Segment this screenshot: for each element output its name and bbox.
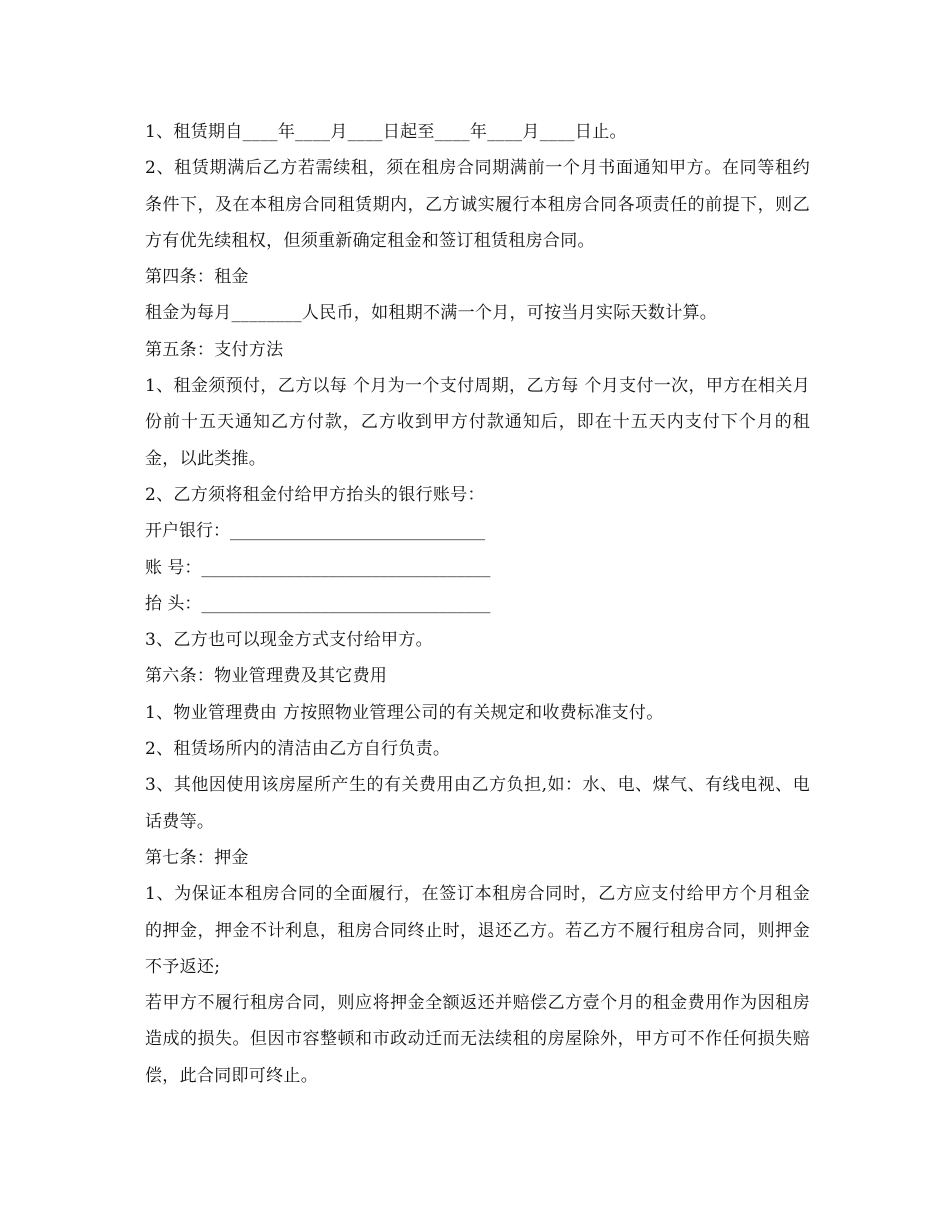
field-account-holder: 抬 头：__________________________________	[145, 593, 491, 614]
clause-cash-payment: 3、乙方也可以现金方式支付给甲方。	[145, 630, 433, 651]
clause-rent-amount: 租金为每月________人民币，如租期不满一个月，可按当月实际天数计算。	[145, 303, 718, 324]
article-4-heading: 第四条：租金	[145, 267, 249, 288]
clause-property-fee: 1、物业管理费由 方按照物业管理公司的有关规定和收费标准支付。	[145, 702, 664, 723]
clause-other-fees: 3、其他因使用该房屋所产生的有关费用由乙方负担,如：水、电、煤气、有线电视、电话费等。	[145, 775, 810, 832]
clause-renewal: 2、租赁期满后乙方若需续租，须在租房合同期满前一个月书面通知甲方。在同等租约条件下，及在本租房合同租赁期内，乙方诚实履行本租房合同各项责任的前提下，则乙方有优先续租权，但须重新确定租金和签订租赁租房合同。	[145, 158, 810, 251]
clause-deposit-refund: 若甲方不履行租房合同，则应将押金全额返还并赔偿乙方壹个月的租金费用作为因租房造成的损失。但因市容整顿和市政动迁而无法续租的房屋除外，甲方可不作任何损失赔偿，此合同即可终止。	[145, 993, 810, 1086]
article-5-heading: 第五条：支付方法	[145, 339, 284, 360]
article-7-heading: 第七条：押金	[145, 847, 249, 868]
field-account-number: 账 号：__________________________________	[145, 557, 491, 578]
document-body	[145, 114, 810, 1094]
clause-cleaning: 2、租赁场所内的清洁由乙方自行负责。	[145, 739, 451, 760]
field-bank-name: 开户银行：______________________________	[145, 521, 485, 542]
clause-deposit: 1、为保证本租房合同的全面履行，在签订本租房合同时，乙方应支付给甲方个月租金的押金，押金不计利息，租房合同终止时，退还乙方。若乙方不履行租房合同，则押金不予返还;	[145, 884, 810, 977]
clause-prepayment: 1、租金须预付，乙方以每 个月为一个支付周期，乙方每 个月支付一次，甲方在相关月份前十五天通知乙方付款，乙方收到甲方付款通知后，即在十五天内支付下个月的租金，以此类推。	[145, 376, 810, 469]
article-6-heading: 第六条：物业管理费及其它费用	[145, 666, 388, 687]
clause-bank-account: 2、乙方须将租金付给甲方抬头的银行账号：	[145, 484, 485, 505]
clause-lease-term: 1、租赁期自____年____月____日起至____年____月____日止。	[145, 122, 627, 142]
